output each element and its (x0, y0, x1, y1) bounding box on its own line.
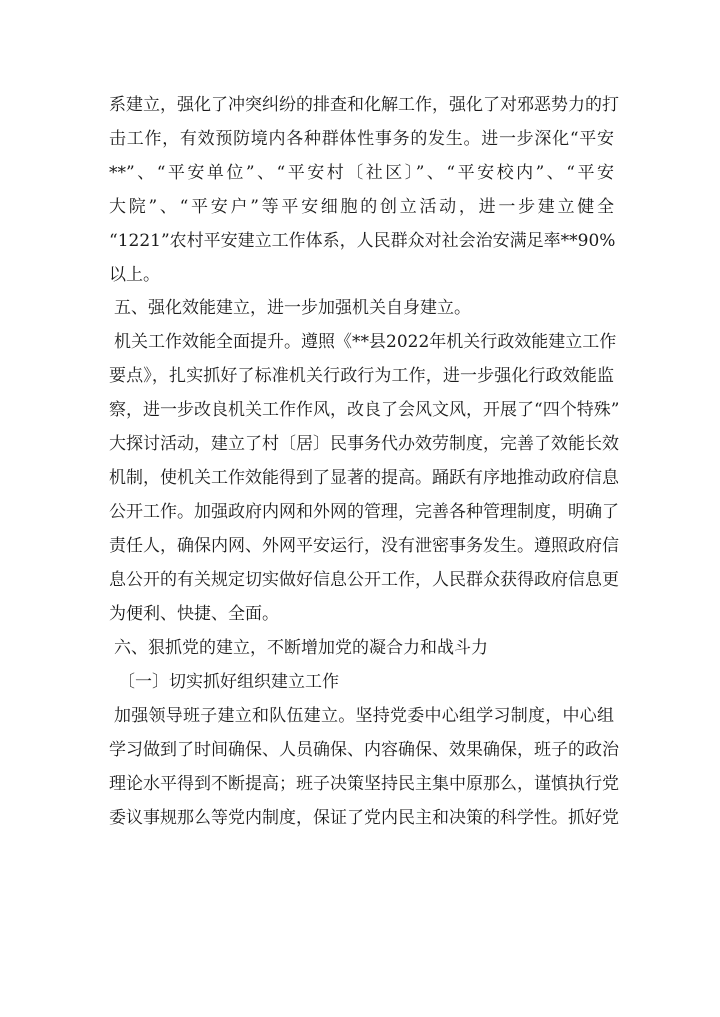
paragraph-line: 察，进一步改良机关工作作风，改良了会风文风，开展了“四个特殊” (109, 400, 620, 420)
paragraph-line: 息公开的有关规定切实做好信息公开工作，人民群众获得政府信息更 (109, 570, 619, 590)
paragraph-line: 以上。 (109, 265, 160, 285)
paragraph-line: 为便利、快捷、全面。 (109, 604, 279, 624)
paragraph-line: 加强领导班子建立和队伍建立。坚持党委中心组学习制度，中心组 (114, 706, 614, 726)
paragraph-line: **”、“平安单位”、“平安村〔社区〕”、“平安校内”、“平安 (109, 163, 614, 183)
paragraph-line: 大探讨活动，建立了村〔居〕民事务代办效劳制度，完善了效能长效 (109, 434, 619, 454)
paragraph-line: 理论水平得到不断提高；班子决策坚持民主集中原那么，谨慎执行党 (109, 774, 619, 794)
paragraph-line: 机关工作效能全面提升。遵照《**县2022年机关行政效能建立工作 (114, 332, 617, 352)
paragraph-line: 公开工作。加强政府内网和外网的管理，完善各种管理制度，明确了 (109, 502, 619, 522)
paragraph-line: 要点》，扎实抓好了标准机关行政行为工作，进一步强化行政效能监 (109, 366, 614, 386)
paragraph-line: 大院”、“平安户”等平安细胞的创立活动，进一步建立健全 (109, 197, 614, 217)
paragraph-line: 击工作，有效预防境内各种群体性事务的发生。进一步深化“平安 (109, 129, 614, 149)
section-heading: 五、强化效能建立，进一步加强机关自身建立。 (114, 298, 471, 318)
paragraph-line: 责任人，确保内网、外网平安运行，没有泄密事务发生。遵照政府信 (109, 536, 619, 556)
subsection-heading: 〔一〕切实抓好组织建立工作 (118, 672, 339, 692)
paragraph-line: “1221”农村平安建立工作体系，人民群众对社会治安满足率**90% (109, 231, 616, 251)
section-heading: 六、狠抓党的建立，不断增加党的凝合力和战斗力 (114, 638, 488, 658)
paragraph-line: 机制，使机关工作效能得到了显著的提高。踊跃有序地推动政府信息 (109, 468, 619, 488)
paragraph-line: 系建立，强化了冲突纠纷的排查和化解工作，强化了对邪恶势力的打 (109, 95, 619, 115)
paragraph-line: 学习做到了时间确保、人员确保、内容确保、效果确保，班子的政治 (109, 740, 619, 760)
paragraph-line: 委议事规那么等党内制度，保证了党内民主和决策的科学性。抓好党 (109, 808, 619, 828)
